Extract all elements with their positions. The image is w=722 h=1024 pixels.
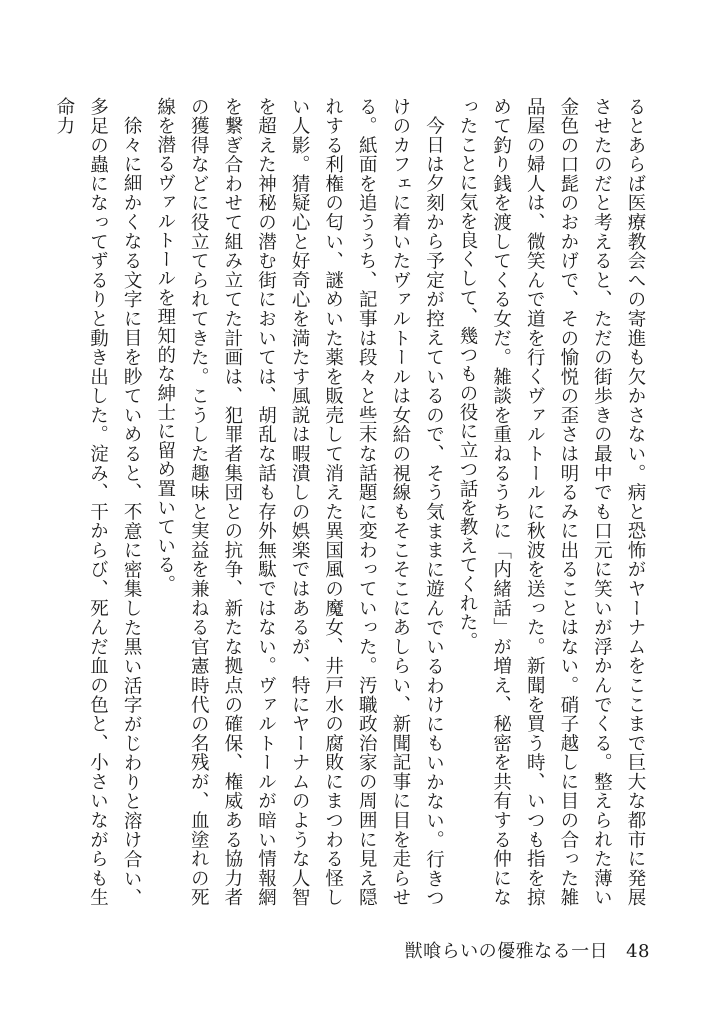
book-title: 獣喰らいの優雅なる一日 [404, 941, 609, 962]
paragraph-1: るとあらば医療教会への寄進も欠かさない。病と恐怖がヤーナムをここまで巨大な都市に発展させたのだと考えると、ただの街歩きの最中でも口元に笑いが浮かんでくる。整えられた薄い金色の口髭のおかげで、その愉悦の歪さは明るみに出ることはない。硝子越しに目の合った雑品屋の婦人は、微笑んで道を行くヴァルトールに秋波を送った。新聞を買う時、いつも指を掠めて釣り銭を渡してくる女だ。雑談を重ねるうちに「内緒話」が増え、秘密を共有する仲になったことに気を良くして、幾つもの役に立つ話を教えてくれた。 [457, 97, 646, 907]
body-text [47, 97, 652, 907]
page-number: 48 [626, 941, 650, 962]
paragraph-2: 今日は夕刻から予定が控えているので、そう気ままに遊んでいるわけにもいかない。行きつけのカフェに着いたヴァルトールは女給の視線もそこそこにあしらい、新聞記事に目を走らせる。紙面を追ううち、記事は段々と些末な話題に変わっていった。汚職政治家の周囲に見え隠れする利権の匂い、謎めいた薬を販売して消えた異国風の魔女、井戸水の腐敗にまつわる怪しい人影。猜疑心と好奇心を満たす風説は暇潰しの娯楽ではあるが、特にヤーナムのような人智を超えた神秘の潜む街においては、胡乱な話も存外無駄ではない。ヴァルトールが暗い情報網を繋ぎ合わせて組み立てた計画は、犯罪者集団との抗争、新たな拠点の確保、権威ある協力者の獲得などに役立てられてきた。こうした趣味と実益を兼ねる官憲時代の名残が、血塗れの死線を潜るヴァルトールを理知的な紳士に留め置いている。 [154, 97, 445, 907]
paragraph-3: 徐々に細かくなる文字に目を眇ていめると、不意に密集した黒い活字がじわりと溶け合い、多足の蟲になってずるりと動き出した。淀み、干からび、死んだ血の色と、小さいながらも生命力 [53, 97, 143, 907]
page-footer [405, 937, 650, 963]
